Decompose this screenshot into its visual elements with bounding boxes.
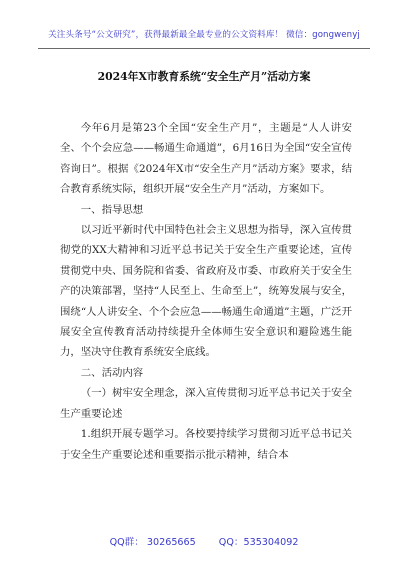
header-divider xyxy=(38,48,370,49)
intro-paragraph: 今年6月是第23个全国“安全生产月”，主题是“人人讲安全、个个会应急——畅通生命通道”，6月16日为全国“安全宣传咨询日”。根据《2024年X市“安全生产月”活动方案》要求，结合教育系统实际，组织开展“安全生产月”活动，方案如下。 xyxy=(60,122,352,196)
subsection-heading-1: （一）树牢安全理念，深入宣传贯彻习近平总书记关于安全生产重要论述 xyxy=(60,387,352,420)
item-paragraph-1: 1.组织开展专题学习。各校要持续学习贯彻习近平总书记关于安全生产重要论述和重要指示批示精神，结合本 xyxy=(60,428,352,461)
guiding-ideology-paragraph: 以习近平新时代中国特色社会主义思想为指导，深入宣传贯彻党的XX大精神和习近平总书记关于安全生产重要论述，宣传贯彻党中央、国务院和省委、省政府及市委、市政府关于安全生产的决策部署，坚持“人民至上、生命至上”，统筹发展与安全，围绕“人人讲安全、个个会应急——畅通生命通道”主题，广泛开展安全宣传教育活动持续提升全体师生安全意识和避险逃生能力，坚决守住教育系统安全底线。 xyxy=(60,224,352,359)
header-promo-note: 关注头条号“公文研究”，获得最新最全最专业的公文资料库！ 微信：gongwenyj xyxy=(48,30,360,40)
footer-qq: QQ：535304092 xyxy=(218,537,299,548)
footer-qq-group: QQ群： 30265665 xyxy=(109,537,196,548)
footer-contact xyxy=(0,534,408,548)
section-heading-activity-content: 二、活动内容 xyxy=(80,366,144,379)
document-title: 2024年X市教育系统“安全生产月”活动方案 xyxy=(97,70,311,83)
section-heading-guiding-ideology: 一、指导思想 xyxy=(80,203,144,216)
document-body xyxy=(60,118,352,465)
